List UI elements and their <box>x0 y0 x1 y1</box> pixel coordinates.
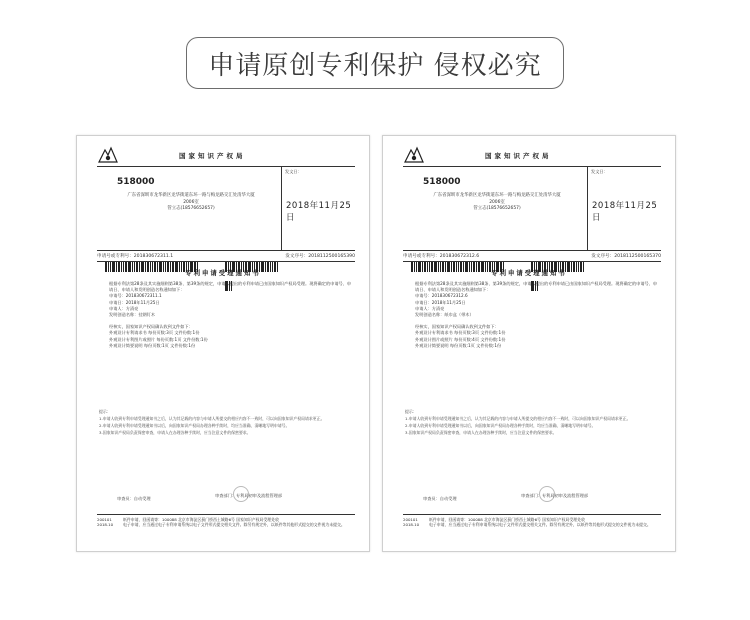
divider <box>403 250 661 251</box>
documents-intro: 经核实，国家知识产权局确认收到文件如下： <box>415 324 499 330</box>
notes-title: 提示： <box>405 409 417 414</box>
application-number: 申请号或专利号：201830672311.1 <box>97 254 174 259</box>
notice-paragraph: 根据专利法第28条及其实施细则第38条、第39条的规定，申请人提出的专利申请已由国家知识产权局受理。现将确定的申请号、申请日、申请人和发明创造名称通知如下： <box>415 281 658 293</box>
notes-section <box>405 408 659 436</box>
cnipa-logo-icon <box>97 146 119 164</box>
divider <box>403 261 661 262</box>
reference-line <box>97 253 355 259</box>
field-line: 申请日：2018年11月25日 <box>415 299 466 305</box>
document-line: 外观设计专利请求书 每份页数:3页 文件份数:1份 <box>109 330 200 336</box>
note-line: 2.申请人收到专利申请受理通知书以后，向国家知识产权局办理各种手续时，均应当准确、清晰地写明申请号。 <box>99 423 290 428</box>
post-date-box <box>587 167 661 250</box>
signature-line <box>423 493 589 502</box>
patent-notice-document <box>382 135 676 552</box>
address-line: 广东省深圳市龙华新区龙华街道东环一路与梅龙路交汇处清华大厦 <box>433 193 561 198</box>
address-block <box>97 167 281 250</box>
field-line: 申请日：2018年11月25日 <box>109 299 160 305</box>
examining-department: 审查部门：专利局初审及流程管理部 <box>521 493 589 498</box>
signature-line <box>117 493 283 502</box>
dispatch-number: 发文序号：2018112500165370 <box>591 254 661 259</box>
note-line: 1.申请人收到专利申请受理通知书之后，认为其记载的内容与申请人所提交的相应内容不一致时，可以向国家知识产权局请求更正。 <box>99 416 325 421</box>
patent-notice-document <box>76 135 370 552</box>
postcode: 518000 <box>117 177 155 187</box>
post-date-label: 发文日： <box>591 169 608 174</box>
post-date-box <box>281 167 355 250</box>
notice-body <box>405 281 659 349</box>
banner-title-box <box>186 37 564 89</box>
notes-title: 提示： <box>99 409 111 414</box>
footer-text: 纸件申请，回函请寄：100088 北京市海淀区蓟门桥西土城路6号 国家知识产权局受理处收 电子申请，应当通过电子专利申请系统以电子文件形式提交相关文件。除另有规定外，以纸件等其他形式提交的文件视为未提交。 <box>123 517 345 528</box>
date-stamp: 2018年11月25日 <box>592 201 658 223</box>
banner-title: 申请原创专利保护 侵权必究 <box>208 50 542 81</box>
application-number: 申请号或专利号：201830672312.6 <box>403 254 480 259</box>
field-line: 申请人：方清亮 <box>415 305 445 311</box>
document-line: 外观设计简要说明 每份页数:1页 文件份数:1份 <box>109 342 196 348</box>
field-line: 申请号：201830672312.6 <box>415 293 468 299</box>
footer <box>97 517 355 528</box>
notes-section <box>99 408 353 436</box>
address-line: 2006室 <box>489 199 505 205</box>
documents-intro: 经核实，国家知识产权局确认收到文件如下： <box>109 324 193 330</box>
divider <box>403 514 661 515</box>
address-line: 管立志(18576652657) <box>473 206 521 211</box>
document-line: 外观设计专利图片或照片 每份页数:1页 文件份数:1份 <box>109 336 208 342</box>
form-code: 200101 2018.10 <box>403 517 420 528</box>
field-line: 发明创造名称：挂钢钉木 <box>109 312 156 318</box>
reference-line <box>403 253 661 259</box>
postcode: 518000 <box>423 177 461 187</box>
footer-text: 纸件申请，回函请寄：100088 北京市海淀区蓟门桥西土城路6号 国家知识产权局受理处收 电子申请，应当通过电子专利申请系统以电子文件形式提交相关文件。除另有规定外，以纸件等其他形式提交的文件视为未提交。 <box>429 517 651 528</box>
examining-department: 审查部门：专利局初审及流程管理部 <box>215 493 283 498</box>
field-line: 申请人：方清亮 <box>109 305 139 311</box>
address-line: 广东省深圳市龙华新区龙华街道东环一路与梅龙路交汇处清华大厦 <box>127 193 255 198</box>
divider <box>97 514 355 515</box>
divider <box>97 250 355 251</box>
note-line: 1.申请人收到专利申请受理通知书之后，认为其记载的内容与申请人所提交的相应内容不一致时，可以向国家知识产权局请求更正。 <box>405 416 631 421</box>
address <box>411 193 583 213</box>
field-line: 发明创造名称：纸巾盒（带木） <box>415 312 474 318</box>
address <box>105 193 277 213</box>
office-name: 国家知识产权局 <box>179 152 246 160</box>
address-block <box>403 167 587 250</box>
dispatch-number: 发文序号：2018112500165390 <box>285 254 355 259</box>
address-line: 管立志(18576652657) <box>167 206 215 211</box>
notice-body <box>99 281 353 349</box>
note-line: 2.申请人收到专利申请受理通知书以后，向国家知识产权局办理各种手续时，均应当准确、清晰地写明申请号。 <box>405 423 596 428</box>
document-title: 专利申请受理通知书 <box>491 269 567 277</box>
document-line: 外观设计专利请求书 每份页数:3页 文件份数:1份 <box>415 330 506 336</box>
form-code: 200101 2018.10 <box>97 517 114 528</box>
examiner: 审查员：自动受理 <box>423 496 457 501</box>
cnipa-logo-icon <box>403 146 425 164</box>
footer <box>403 517 661 528</box>
note-line: 3.国家知识产权局负责保密审查，申请人在办理各种手续时，应当注意文件的保密要求。 <box>405 430 557 435</box>
examiner: 审查员：自动受理 <box>117 496 151 501</box>
office-name: 国家知识产权局 <box>485 152 552 160</box>
divider <box>97 261 355 262</box>
document-line: 外观设计图片或照片 每份页数:4页 文件份数:1份 <box>415 336 506 342</box>
address-line: 2006室 <box>183 199 199 205</box>
notice-paragraph: 根据专利法第28条及其实施细则第38条、第39条的规定，申请人提出的专利申请已由国家知识产权局受理。现将确定的申请号、申请日、申请人和发明创造名称通知如下： <box>109 281 352 293</box>
document-line: 外观设计简要说明 每份页数:1页 文件份数:1份 <box>415 342 502 348</box>
document-title: 专利申请受理通知书 <box>185 269 261 277</box>
note-line: 3.国家知识产权局负责保密审查，申请人在办理各种手续时，应当注意文件的保密要求。 <box>99 430 251 435</box>
date-stamp: 2018年11月25日 <box>286 201 352 223</box>
post-date-label: 发文日： <box>285 169 302 174</box>
field-line: 申请号：201830672311.1 <box>109 293 162 299</box>
